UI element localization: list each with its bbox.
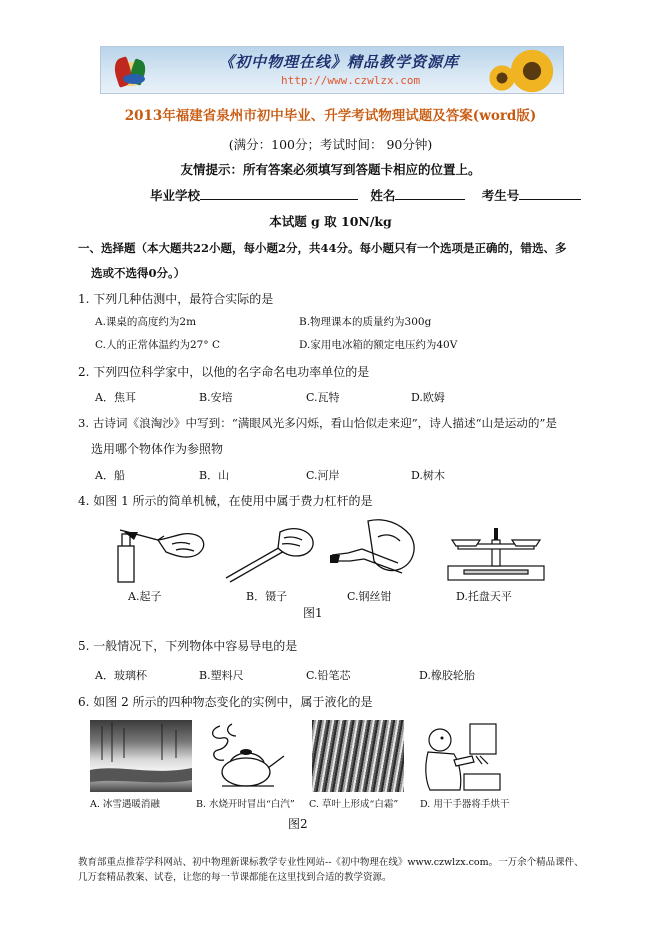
q5-option-d[interactable]: D.橡胶轮胎 bbox=[419, 669, 475, 682]
question-3-cont: 选用哪个物体作为参照物 bbox=[91, 442, 224, 456]
fig2-caption-d[interactable]: D. 用干手器将手烘干 bbox=[420, 799, 510, 810]
g-note: 本试题 g 取 10N/kg bbox=[269, 214, 392, 229]
question-1: 1. 下列几种估测中，最符合实际的是 bbox=[78, 292, 274, 306]
site-logo-icon bbox=[105, 50, 163, 90]
fig1-caption-b[interactable]: B．镊子 bbox=[246, 590, 288, 603]
q1-option-b[interactable]: B.物理课本的质量约为300g bbox=[299, 316, 432, 328]
bottle-opener-figure bbox=[112, 518, 212, 584]
q1-option-c[interactable]: C.人的正常体温约为27° C bbox=[95, 339, 220, 351]
hand-dryer-figure bbox=[420, 718, 504, 792]
question-2: 2. 下列四位科学家中，以他的名字命名电功率单位的是 bbox=[78, 365, 370, 379]
q5-option-b[interactable]: B.塑料尺 bbox=[199, 669, 244, 682]
question-5: 5. 一般情况下，下列物体中容易导电的是 bbox=[78, 639, 298, 653]
q2-option-d[interactable]: D.欧姆 bbox=[411, 391, 445, 404]
pliers-figure bbox=[328, 515, 424, 585]
melting-snow-photo bbox=[90, 720, 192, 792]
name-field[interactable] bbox=[395, 187, 465, 200]
header-banner bbox=[100, 46, 564, 94]
question-6: 6. 如图 2 所示的四种物态变化的实例中，属于液化的是 bbox=[78, 695, 373, 709]
fig2-caption-a[interactable]: A. 冰雪遇暖消融 bbox=[90, 799, 160, 810]
banner-url: http://www.czwlzx.com bbox=[281, 74, 421, 87]
section-heading-cont: 选或不选得0分。） bbox=[91, 266, 186, 280]
frost-grass-photo bbox=[312, 720, 404, 792]
fig2-caption-c[interactable]: C. 草叶上形成“白霜” bbox=[309, 799, 399, 810]
school-label: 毕业学校 bbox=[150, 188, 201, 203]
q3-option-b[interactable]: B．山 bbox=[199, 469, 230, 482]
fig2-caption-b[interactable]: B. 水烧开时冒出“白汽” bbox=[196, 799, 295, 810]
question-3: 3. 古诗词《浪淘沙》中写到：“满眼风光多闪烁，看山恰似走来迎”，诗人描述“山是运动的”是 bbox=[78, 416, 558, 430]
id-label: 考生号 bbox=[481, 188, 520, 203]
page-footer bbox=[78, 855, 588, 885]
q2-option-c[interactable]: C.瓦特 bbox=[306, 391, 340, 404]
balance-scale-figure bbox=[444, 526, 548, 584]
id-field[interactable] bbox=[519, 187, 581, 200]
score-time: (满分：100分；考试时间： 90分钟) bbox=[228, 137, 433, 152]
sunflower-icon bbox=[503, 46, 561, 94]
q2-option-a[interactable]: A．焦耳 bbox=[95, 391, 136, 404]
notice: 友情提示：所有答案必须填写到答题卡相应的位置上。 bbox=[180, 162, 481, 177]
section-heading: 一、选择题（本大题共22小题，每小题2分，共44分。每小题只有一个选项是正确的，错选、多 bbox=[78, 241, 567, 255]
figure-2-label: 图2 bbox=[288, 817, 308, 831]
student-info-row bbox=[150, 186, 581, 204]
fig1-caption-d[interactable]: D.托盘天平 bbox=[456, 590, 512, 603]
q1-option-d[interactable]: D.家用电冰箱的额定电压约为40V bbox=[299, 339, 458, 351]
footer-line-2: 几万套精品教案、试卷，让您的每一节课都能在这里找到合适的教学资源。 bbox=[78, 872, 392, 883]
q1-option-a[interactable]: A.课桌的高度约为2m bbox=[95, 316, 197, 328]
banner-title: 《初中物理在线》精品教学资源库 bbox=[219, 53, 460, 71]
figure-1-label: 图1 bbox=[303, 606, 323, 620]
q5-option-c[interactable]: C.铅笔芯 bbox=[306, 669, 351, 682]
boiling-kettle-figure bbox=[202, 720, 292, 790]
fig1-caption-a[interactable]: A.起子 bbox=[128, 590, 162, 603]
q3-option-a[interactable]: A．船 bbox=[95, 469, 125, 482]
q3-option-c[interactable]: C.河岸 bbox=[306, 469, 340, 482]
name-label: 姓名 bbox=[370, 188, 396, 203]
q2-option-b[interactable]: B.安培 bbox=[199, 391, 233, 404]
school-field[interactable] bbox=[200, 187, 358, 200]
q5-option-a[interactable]: A．玻璃杯 bbox=[95, 669, 147, 682]
exam-title: 2013年福建省泉州市初中毕业、升学考试物理试题及答案(word版) bbox=[124, 108, 537, 124]
footer-line-1: 教育部重点推荐学科网站、初中物理新课标教学专业性网站--《初中物理在线》www.czwlzx.com。一万余个精品课件、 bbox=[78, 857, 584, 868]
q3-option-d[interactable]: D.树木 bbox=[411, 469, 445, 482]
tweezers-figure bbox=[222, 522, 318, 584]
fig1-caption-c[interactable]: C.钢丝钳 bbox=[347, 590, 392, 603]
question-4: 4. 如图 1 所示的简单机械，在使用中属于费力杠杆的是 bbox=[78, 494, 373, 508]
